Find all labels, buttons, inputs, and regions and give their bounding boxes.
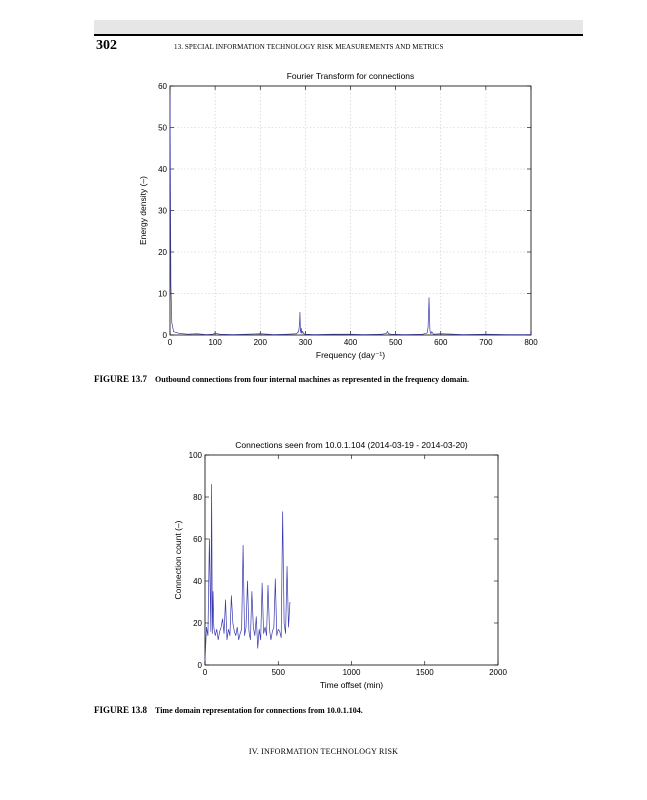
fig13-7-x-tick-label: 800 bbox=[524, 338, 538, 347]
fig13-8-x-tick-label: 2000 bbox=[489, 668, 507, 677]
fig13-7-y-tick-label: 50 bbox=[158, 123, 167, 133]
fig13-7-x-tick-label: 0 bbox=[167, 338, 173, 347]
fig13-7-x-tick-label: 500 bbox=[388, 338, 403, 347]
figure-13-8-text: Time domain representation for connections from 10.0.1.104. bbox=[155, 706, 363, 715]
fig13-8-x-axis-label: Time offset (min) bbox=[319, 680, 384, 690]
fig13-7-x-tick-label: 600 bbox=[434, 338, 448, 347]
fig13-7-y-tick-label: 10 bbox=[158, 289, 167, 299]
fig13-8-x-tick-label: 500 bbox=[271, 668, 285, 677]
fig13-8-y-tick-label: 40 bbox=[193, 577, 202, 586]
figure-13-8-label: FIGURE 13.8 bbox=[94, 705, 148, 715]
figure-13-7-label: FIGURE 13.7 bbox=[94, 374, 148, 384]
fig13-7-x-tick-label: 200 bbox=[253, 338, 267, 347]
fig13-7-y-tick-label: 20 bbox=[158, 248, 167, 257]
fig13-7-y-tick-label: 60 bbox=[158, 82, 167, 91]
fig13-8-y-tick-label: 100 bbox=[188, 451, 202, 460]
fig13-8-y-tick-label: 20 bbox=[193, 619, 202, 628]
fig13-7-x-tick-label: 400 bbox=[343, 338, 358, 347]
fig13-8-y-tick-label: 0 bbox=[197, 661, 202, 670]
fig13-7-x-axis-label: Frequency (day⁻¹) bbox=[315, 350, 386, 360]
fig13-7-x-tick-label: 300 bbox=[298, 338, 313, 347]
page-footer: IV. INFORMATION TECHNOLOGY RISK bbox=[248, 747, 399, 756]
fig13-8-x-tick-label: 1500 bbox=[415, 668, 434, 677]
fig13-8-title: Connections seen from 10.0.1.104 (2014-03-19 - 2014-03-20) bbox=[235, 440, 468, 450]
running-head: 13. SPECIAL INFORMATION TECHNOLOGY RISK MEASUREMENTS AND METRICS bbox=[174, 43, 444, 51]
fig13-8-series-line bbox=[205, 484, 290, 660]
fig13-7-y-tick-label: 40 bbox=[158, 165, 167, 174]
fig13-7-x-tick-label: 100 bbox=[208, 338, 222, 347]
fig13-8-y-tick-label: 80 bbox=[193, 493, 202, 502]
fig13-8-x-tick-label: 0 bbox=[202, 668, 208, 677]
figure-13-8-caption bbox=[94, 705, 363, 715]
fig13-7-y-axis-label: Energy density (–) bbox=[138, 176, 148, 245]
fig13-7-y-tick-label: 0 bbox=[162, 331, 167, 340]
fig13-8-plot-frame bbox=[205, 455, 498, 665]
figure-13-7-text: Outbound connections from four internal machines as represented in the frequency domain. bbox=[155, 375, 469, 384]
fig13-7-y-tick-label: 30 bbox=[158, 206, 167, 216]
fig13-8-x-tick-label: 1000 bbox=[342, 668, 361, 677]
page-number: 302 bbox=[96, 38, 117, 53]
fig13-7-x-tick-label: 700 bbox=[479, 338, 493, 347]
fig13-8-y-axis-label: Connection count (–) bbox=[173, 520, 183, 600]
fig13-8-y-tick-label: 60 bbox=[193, 535, 202, 544]
fig13-7-title: Fourier Transform for connections bbox=[286, 71, 415, 81]
